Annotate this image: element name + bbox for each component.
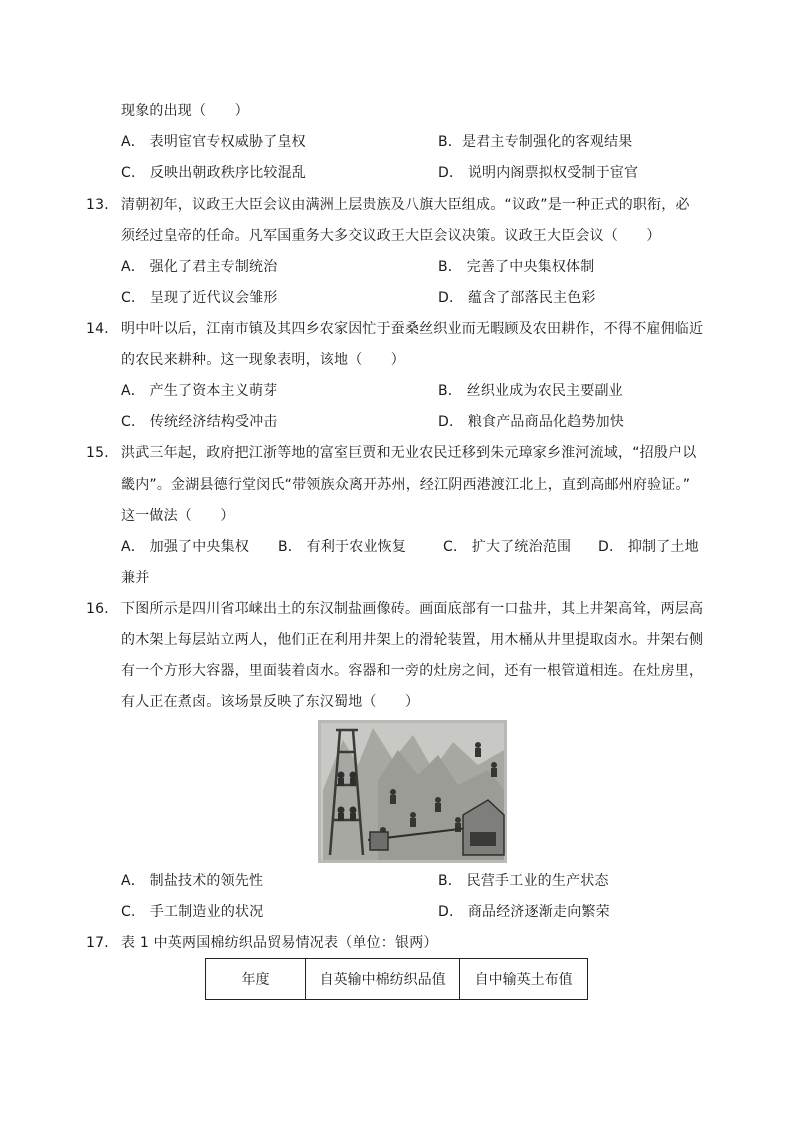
- q15-option-b[interactable]: B． 有利于农业恢复: [278, 539, 407, 555]
- q16-stem-line4: 有人正在煮卤。该场景反映了东汉蜀地（ ）: [121, 694, 420, 710]
- q16-stem-line1: 下图所示是四川省邛崃出土的东汉制盐画像砖。画面底部有一口盐井，其上井架高耸，两层高: [121, 601, 704, 617]
- q14-stem-line2: 的农民来耕种。这一现象表明，该地（ ）: [121, 352, 405, 368]
- q15-option-d-continued: 兼并: [121, 570, 150, 586]
- q12-option-a[interactable]: A． 表明宦官专权威胁了皇权: [121, 134, 306, 150]
- q14-stem-line1: 明中叶以后，江南市镇及其四乡农家因忙于蚕桑丝织业而无暇顾及农田耕作，不得不雇佣临近: [121, 321, 704, 337]
- trade-table: [205, 958, 588, 1000]
- q12-option-b[interactable]: B．是君主专制强化的客观结果: [438, 134, 633, 150]
- q13-stem-line1: 清朝初年，议政王大臣会议由满洲上层贵族及八旗大臣组成。“议政”是一种正式的职衔，必: [121, 197, 690, 213]
- q14-option-a[interactable]: A． 产生了资本主义萌芽: [121, 383, 278, 399]
- q13-stem-line2: 须经过皇帝的任命。凡军国重务大多交议政王大臣会议决策。议政王大臣会议（ ）: [121, 228, 661, 244]
- q17-table-caption: 表 1 中英两国棉纺织品贸易情况表（单位：银两）: [121, 935, 438, 951]
- table-header-year: 年度: [206, 959, 306, 1000]
- q15-option-d[interactable]: D． 抑制了土地: [598, 539, 699, 555]
- q16-option-b[interactable]: B． 民营手工业的生产状态: [438, 873, 609, 889]
- q12-option-d[interactable]: D． 说明内阁票拟权受制于宦官: [438, 165, 639, 181]
- q15-number: 15．: [86, 445, 119, 461]
- q14-number: 14．: [86, 321, 119, 337]
- q13-option-a[interactable]: A． 强化了君主专制统治: [121, 259, 278, 275]
- q15-option-a[interactable]: A． 加强了中央集权: [121, 539, 250, 555]
- table-header-china-to-uk: 自中输英土布值: [460, 959, 588, 1000]
- q17-number: 17．: [86, 935, 119, 951]
- q13-option-c[interactable]: C． 呈现了近代议会雏形: [121, 290, 278, 306]
- q13-number: 13．: [86, 197, 119, 213]
- q15-stem-line2: 畿内”。金湖县德行堂闵氏“带领族众离开苏州，经江阴西港渡江北上，直到高邮州府验证。”: [121, 477, 691, 493]
- table-header-uk-to-china: 自英输中棉纺织品值: [305, 959, 459, 1000]
- q16-option-a[interactable]: A． 制盐技术的领先性: [121, 873, 264, 889]
- q16-stem-line3: 有一个方形大容器，里面装着卤水。容器和一旁的灶房之间，还有一根管道相连。在灶房里，: [121, 663, 704, 679]
- q14-option-c[interactable]: C． 传统经济结构受冲击: [121, 414, 278, 430]
- salt-brick-relief-image: [318, 720, 507, 863]
- q15-option-c[interactable]: C． 扩大了统治范围: [443, 539, 572, 555]
- q16-option-d[interactable]: D． 商品经济逐渐走向繁荣: [438, 904, 610, 920]
- q13-option-d[interactable]: D． 蕴含了部落民主色彩: [438, 290, 596, 306]
- q12-option-c[interactable]: C． 反映出朝政秩序比较混乱: [121, 165, 307, 181]
- q14-option-b[interactable]: B． 丝织业成为农民主要副业: [438, 383, 623, 399]
- table-header-row: [206, 959, 588, 1000]
- q15-stem-line3: 这一做法（ ）: [121, 508, 235, 524]
- q16-stem-line2: 的木架上每层站立两人，他们正在利用井架上的滑轮装置，用木桶从井里提取卤水。井架右侧: [121, 632, 704, 648]
- q14-option-d[interactable]: D． 粮食产品商品化趋势加快: [438, 414, 625, 430]
- q15-stem-line1: 洪武三年起，政府把江浙等地的富室巨贾和无业农民迁移到朱元璋家乡淮河流域，“招殷户以: [121, 445, 697, 461]
- q13-option-b[interactable]: B． 完善了中央集权体制: [438, 259, 595, 275]
- q12-stem-tail: 现象的出现（ ）: [121, 103, 249, 119]
- q16-option-c[interactable]: C． 手工制造业的状况: [121, 904, 264, 920]
- q16-number: 16．: [86, 601, 119, 617]
